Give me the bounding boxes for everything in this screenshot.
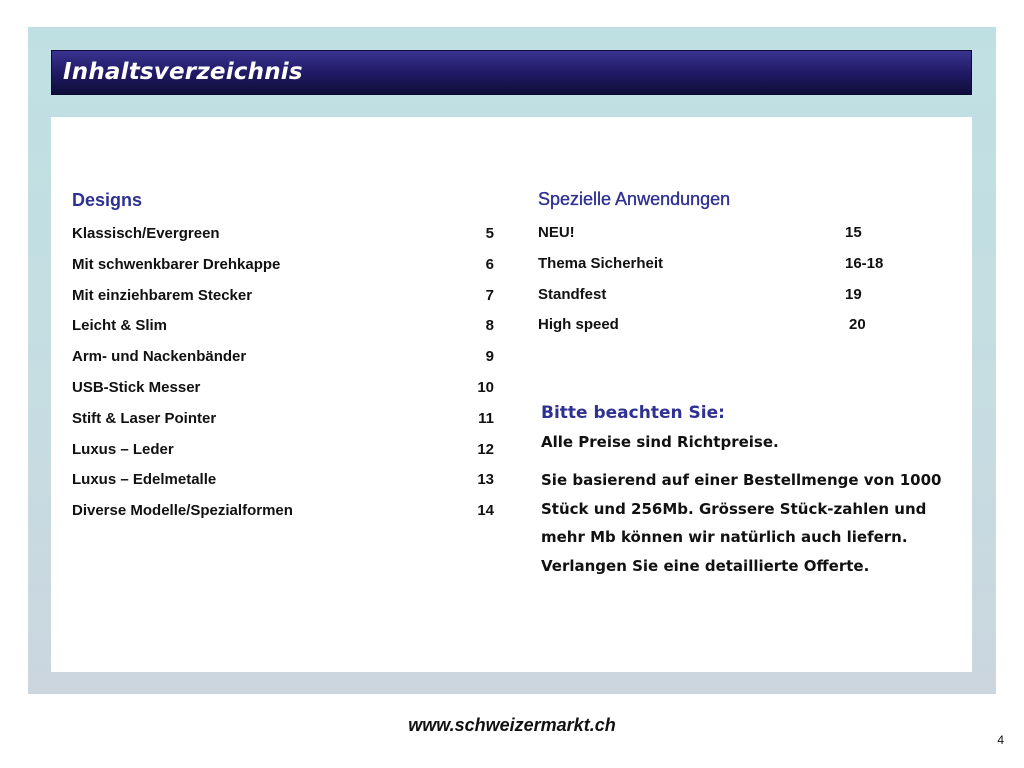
- toc-row[interactable]: [72, 410, 494, 441]
- toc-row[interactable]: [72, 317, 494, 348]
- designs-heading: Designs: [72, 190, 143, 210]
- toc-row[interactable]: [72, 502, 494, 533]
- toc-label: Luxus – Leder: [72, 440, 174, 458]
- toc-page-number: 16-18: [845, 254, 884, 272]
- toc-row[interactable]: [72, 256, 494, 287]
- toc-row[interactable]: [72, 225, 494, 256]
- toc-page-number: 13: [477, 471, 494, 489]
- toc-row[interactable]: [72, 471, 494, 502]
- toc-row[interactable]: [72, 441, 494, 472]
- toc-label: Mit schwenkbarer Drehkappe: [72, 255, 281, 273]
- toc-label: Diverse Modelle/Spezialformen: [72, 502, 293, 520]
- toc-page-number: 5: [485, 225, 494, 242]
- toc-row[interactable]: [538, 286, 878, 317]
- toc-page-number: 11: [478, 409, 494, 427]
- toc-label: High speed: [538, 316, 619, 334]
- toc-page-number: 15: [845, 224, 862, 241]
- toc-label: USB-Stick Messer: [72, 378, 201, 396]
- toc-label: NEU!: [538, 224, 575, 241]
- toc-row[interactable]: [72, 379, 494, 410]
- toc-row[interactable]: [72, 348, 494, 379]
- toc-label: Arm- und Nackenbänder: [72, 348, 247, 366]
- toc-page-number: 14: [477, 502, 494, 520]
- toc-page-number: 10: [477, 378, 494, 396]
- notice-price-note: Alle Preise sind Richtpreise.: [541, 433, 779, 451]
- page-number: 4: [997, 733, 1004, 747]
- toc-row[interactable]: [538, 316, 878, 347]
- toc-label: Thema Sicherheit: [538, 254, 664, 272]
- footer-url[interactable]: www.schweizermarkt.ch: [408, 715, 616, 735]
- designs-list: [72, 225, 494, 533]
- title-bar: [51, 50, 972, 95]
- page-title: Inhaltsverzeichnis: [63, 59, 303, 85]
- toc-row[interactable]: [538, 254, 884, 286]
- notice-body: Sie basierend auf einer Bestellmenge von 1000 Stück und 256Mb. Grössere Stück-zahlen und mehr Mb können wir natürlich auch liefern. Verlangen Sie eine detaillierte Offerte.: [541, 471, 942, 575]
- toc-label: Mit einziehbarem Stecker: [72, 286, 253, 304]
- toc-page-number: 12: [477, 440, 494, 458]
- toc-page-number: 7: [485, 286, 494, 304]
- special-applications-heading: Spezielle Anwendungen: [538, 189, 731, 209]
- toc-label: Leicht & Slim: [72, 317, 168, 335]
- special-applications-list: [538, 224, 884, 347]
- toc-page-number: 19: [845, 285, 862, 303]
- notice-heading: Bitte beachten Sie:: [541, 403, 725, 423]
- toc-label: Luxus – Edelmetalle: [72, 471, 217, 489]
- toc-page-number: 9: [485, 348, 494, 366]
- toc-label: Standfest: [538, 285, 607, 303]
- toc-row[interactable]: [72, 287, 494, 318]
- toc-label: Klassisch/Evergreen: [72, 225, 220, 242]
- notice-box: [541, 403, 966, 580]
- toc-page-number: 8: [485, 317, 494, 335]
- toc-page-number: 6: [485, 255, 494, 273]
- content-panel: [51, 117, 972, 672]
- toc-page-number: 20: [849, 316, 866, 334]
- toc-label: Stift & Laser Pointer: [72, 409, 217, 427]
- toc-row[interactable]: [538, 224, 878, 255]
